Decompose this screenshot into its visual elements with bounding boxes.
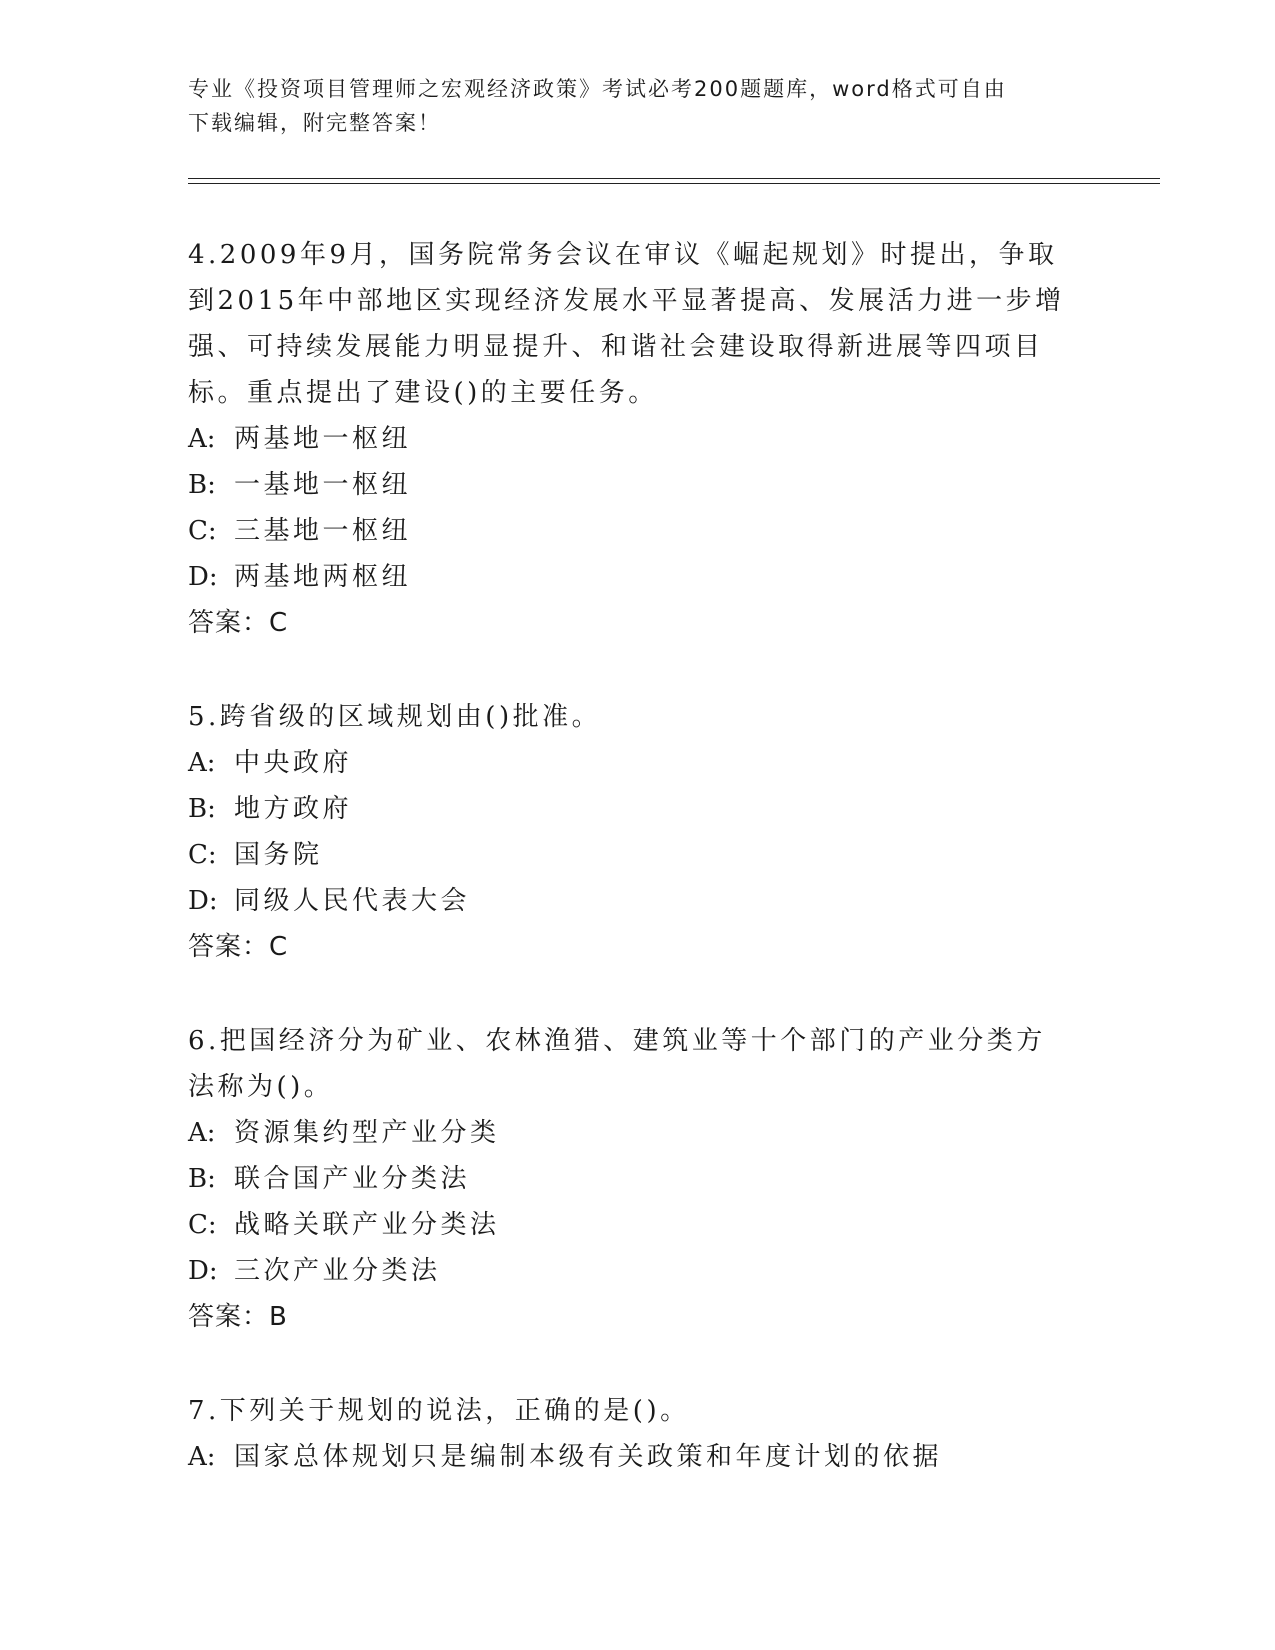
option-letter: A:	[188, 424, 216, 454]
option-letter: B:	[188, 1164, 216, 1194]
option-c	[188, 832, 1068, 878]
option-text: 两基地一枢纽	[234, 424, 412, 454]
option-text: 国务院	[234, 840, 323, 870]
option-b	[188, 786, 1068, 832]
question-7	[188, 1388, 1068, 1480]
option-text: 地方政府	[234, 794, 353, 824]
answer-line: 答案：B	[188, 1302, 288, 1332]
option-letter: A:	[188, 748, 216, 778]
option-d	[188, 878, 1068, 924]
option-d	[188, 1248, 1068, 1294]
option-letter: C:	[188, 516, 217, 546]
option-a	[188, 740, 1068, 786]
option-a	[188, 416, 1068, 462]
option-a	[188, 1434, 1068, 1480]
option-letter: D:	[188, 1256, 218, 1286]
question-5	[188, 694, 1068, 970]
header-line-1: 专业《投资项目管理师之宏观经济政策》考试必考200题题库，word格式可自由	[188, 77, 1007, 101]
option-text: 同级人民代表大会	[234, 886, 471, 916]
option-b	[188, 462, 1068, 508]
option-letter: D:	[188, 886, 218, 916]
question-stem: 6.把国经济分为矿业、农林渔猎、建筑业等十个部门的产业分类方法称为()。	[188, 1026, 1046, 1102]
header-divider-bottom	[188, 183, 1160, 184]
option-letter: C:	[188, 1210, 217, 1240]
option-c	[188, 508, 1068, 554]
option-text: 三次产业分类法	[234, 1256, 441, 1286]
question-list	[188, 232, 1068, 1528]
option-letter: C:	[188, 840, 217, 870]
question-6	[188, 1018, 1068, 1340]
option-text: 资源集约型产业分类	[234, 1118, 500, 1148]
option-text: 联合国产业分类法	[234, 1164, 471, 1194]
option-text: 两基地两枢纽	[234, 562, 412, 592]
option-b	[188, 1156, 1068, 1202]
option-d	[188, 554, 1068, 600]
question-4	[188, 232, 1068, 646]
question-stem: 7.下列关于规划的说法，正确的是()。	[188, 1396, 690, 1426]
question-stem: 4.2009年9月，国务院常务会议在审议《崛起规划》时提出，争取到2015年中部地区实现经济发展水平显著提高、发展活力进一步增强、可持续发展能力明显提升、和谐社会建设取得新进展等四项目标。重点提出了建设()的主要任务。	[188, 240, 1065, 408]
option-text: 国家总体规划只是编制本级有关政策和年度计划的依据	[234, 1442, 943, 1472]
option-a	[188, 1110, 1068, 1156]
document-header	[188, 72, 1068, 140]
option-text: 中央政府	[234, 748, 353, 778]
answer-line: 答案：C	[188, 932, 289, 962]
option-text: 三基地一枢纽	[234, 516, 412, 546]
option-c	[188, 1202, 1068, 1248]
option-letter: B:	[188, 470, 216, 500]
option-letter: A:	[188, 1118, 216, 1148]
option-letter: A:	[188, 1442, 216, 1472]
option-letter: D:	[188, 562, 218, 592]
header-divider-top	[188, 178, 1160, 179]
answer-line: 答案：C	[188, 608, 289, 638]
option-letter: B:	[188, 794, 216, 824]
header-line-2: 下载编辑，附完整答案！	[188, 111, 441, 135]
option-text: 一基地一枢纽	[234, 470, 412, 500]
option-text: 战略关联产业分类法	[234, 1210, 500, 1240]
question-stem: 5.跨省级的区域规划由()批准。	[188, 702, 602, 732]
